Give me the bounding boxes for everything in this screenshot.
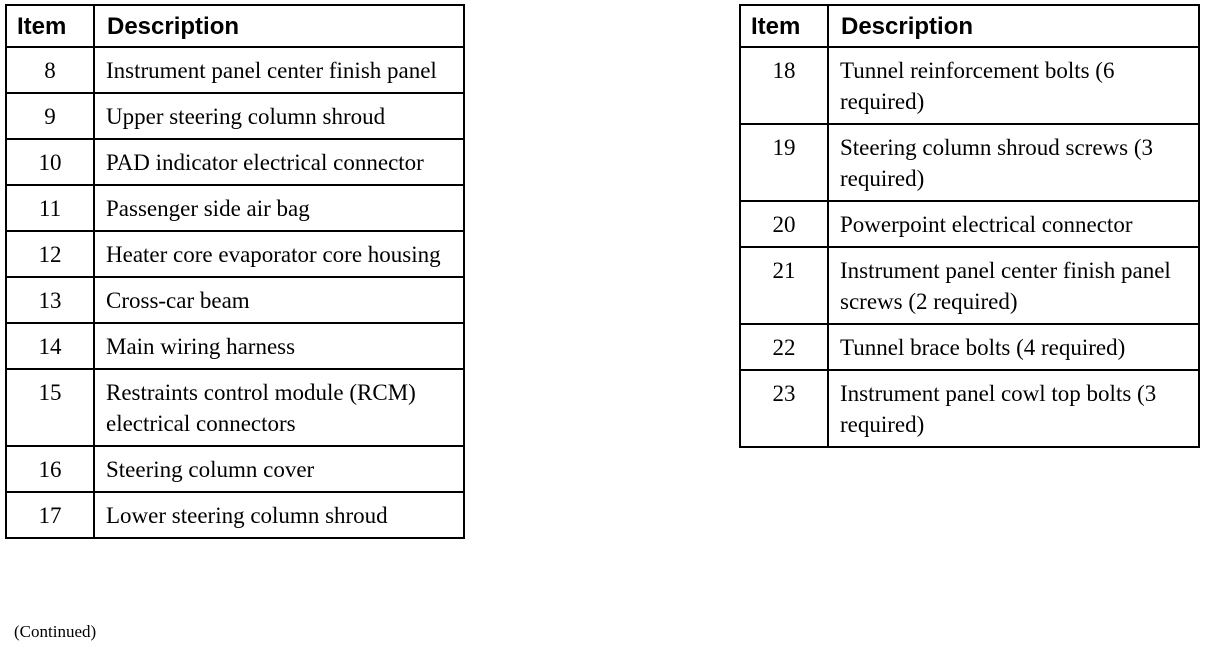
table-row	[6, 231, 464, 277]
description-column-header: Description	[828, 5, 1199, 47]
table-row	[6, 185, 464, 231]
item-description: Tunnel brace bolts (4 required)	[828, 324, 1199, 370]
header-row	[740, 5, 1199, 47]
table-row	[740, 201, 1199, 247]
table-row	[6, 492, 464, 538]
item-number: 17	[6, 492, 94, 538]
table-row	[740, 370, 1199, 447]
item-number: 15	[6, 369, 94, 446]
table-row	[6, 47, 464, 93]
item-description: Restraints control module (RCM) electrical connectors	[94, 369, 464, 446]
item-description: Steering column shroud screws (3 required)	[828, 124, 1199, 201]
item-description: Lower steering column shroud	[94, 492, 464, 538]
table-row	[6, 139, 464, 185]
item-number: 19	[740, 124, 828, 201]
item-number: 13	[6, 277, 94, 323]
item-description: Cross-car beam	[94, 277, 464, 323]
item-number: 22	[740, 324, 828, 370]
item-description: Steering column cover	[94, 446, 464, 492]
item-description: PAD indicator electrical connector	[94, 139, 464, 185]
item-description: Instrument panel cowl top bolts (3 required)	[828, 370, 1199, 447]
item-description: Instrument panel center finish panel screws (2 required)	[828, 247, 1199, 324]
item-number: 18	[740, 47, 828, 124]
table-row	[6, 369, 464, 446]
item-description: Main wiring harness	[94, 323, 464, 369]
item-number: 10	[6, 139, 94, 185]
parts-table-right	[739, 4, 1200, 448]
item-description: Instrument panel center finish panel	[94, 47, 464, 93]
table-row	[6, 93, 464, 139]
item-number: 12	[6, 231, 94, 277]
item-number: 9	[6, 93, 94, 139]
table-row	[740, 47, 1199, 124]
item-column-header: Item	[740, 5, 828, 47]
item-number: 21	[740, 247, 828, 324]
table-row	[740, 324, 1199, 370]
continued-note: (Continued)	[14, 622, 97, 641]
item-description: Upper steering column shroud	[94, 93, 464, 139]
table-row	[740, 124, 1199, 201]
parts-table-left	[5, 4, 465, 539]
item-description: Tunnel reinforcement bolts (6 required)	[828, 47, 1199, 124]
item-column-header: Item	[6, 5, 94, 47]
header-row	[6, 5, 464, 47]
description-column-header: Description	[94, 5, 464, 47]
item-number: 14	[6, 323, 94, 369]
item-description: Passenger side air bag	[94, 185, 464, 231]
item-number: 20	[740, 201, 828, 247]
item-number: 8	[6, 47, 94, 93]
item-number: 23	[740, 370, 828, 447]
item-description: Powerpoint electrical connector	[828, 201, 1199, 247]
item-number: 16	[6, 446, 94, 492]
item-number: 11	[6, 185, 94, 231]
table-row	[6, 323, 464, 369]
table-row	[6, 446, 464, 492]
table-row	[6, 277, 464, 323]
table-row	[740, 247, 1199, 324]
item-description: Heater core evaporator core housing	[94, 231, 464, 277]
